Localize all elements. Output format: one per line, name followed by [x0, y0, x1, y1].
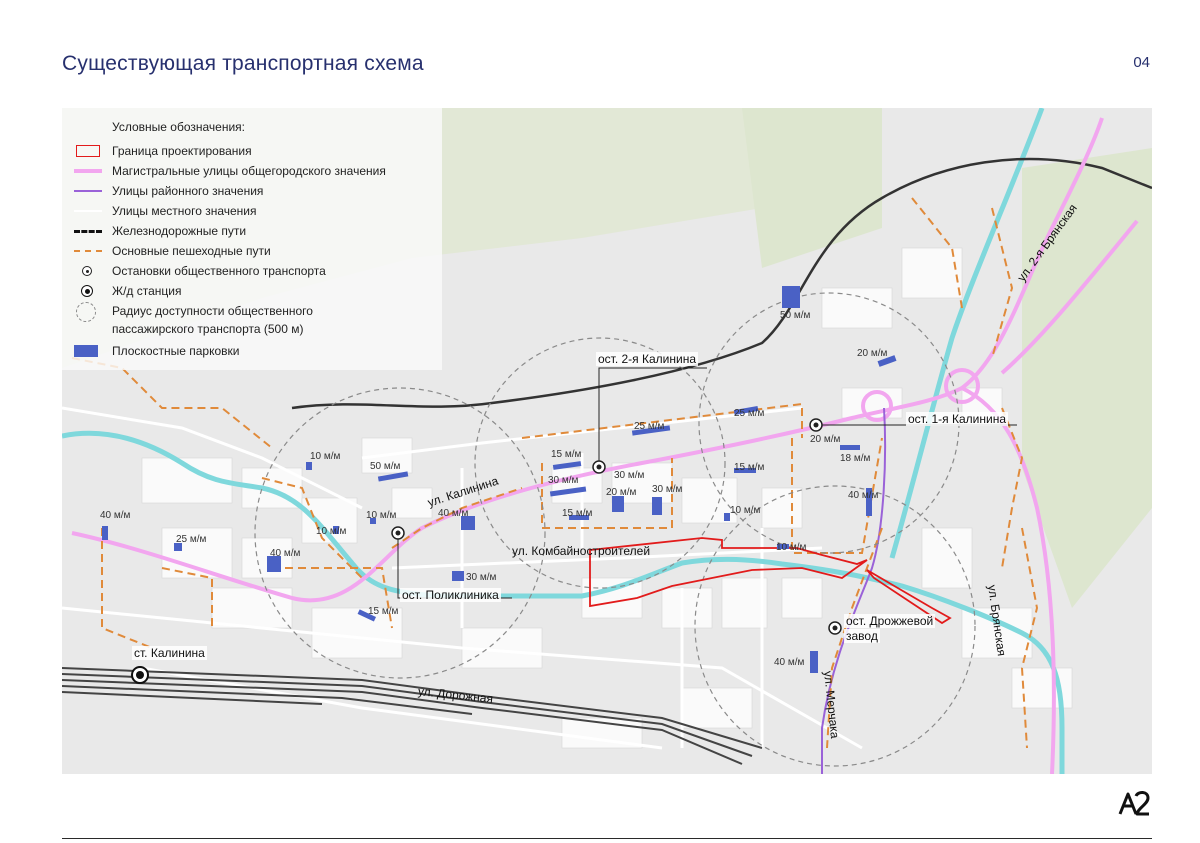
parking-label: 25 м/м — [734, 408, 765, 419]
parking-label: 40 м/м — [100, 510, 131, 521]
parking-icon — [74, 344, 104, 358]
river-branch — [892, 108, 1042, 558]
railway-icon — [74, 224, 104, 238]
legend — [62, 108, 442, 370]
legend-label: Магистральные улицы общегородского значения — [112, 164, 386, 178]
legend-label: Улицы местного значения — [112, 204, 257, 218]
boundary-icon — [74, 144, 104, 158]
parking-label: 20 м/м — [857, 348, 888, 359]
legend-item-boundary — [74, 142, 444, 160]
parking-label: 15 м/м — [551, 449, 582, 460]
parking-label: 50 м/м — [780, 310, 811, 321]
parking-label: 25 м/м — [176, 534, 207, 545]
footer-divider — [62, 838, 1152, 839]
stop-label-1-kalinina: ост. 1-я Калинина — [908, 412, 1007, 426]
legend-label: Радиус доступности общественного — [112, 304, 313, 318]
street-label-bryanskaya: ул. Брянская — [985, 584, 1009, 657]
parking-label: 25 м/м — [634, 421, 665, 432]
stop-label-poliklinika: ост. Поликлиника — [402, 588, 499, 602]
parking-label: 40 м/м — [848, 490, 879, 501]
legend-label: Основные пешеходные пути — [112, 244, 271, 258]
legend-label: Плоскостные парковки — [112, 344, 240, 358]
stop-label-2-kalinina: ост. 2-я Калинина — [598, 352, 697, 366]
parking-label: 10 м/м — [730, 505, 761, 516]
legend-label: Граница проектирования — [112, 144, 252, 158]
legend-item-bus-stop — [74, 262, 444, 280]
parking-label: 18 м/м — [840, 453, 871, 464]
legend-item-district-street — [74, 182, 444, 200]
parking-label: 20 м/м — [606, 487, 637, 498]
bus-stop-icon — [74, 264, 104, 278]
logo-icon — [1118, 788, 1150, 818]
parking-label: 30 м/м — [548, 475, 579, 486]
parking-label: 50 м/м — [370, 461, 401, 472]
station-label-kalinina: ст. Калинина — [134, 646, 205, 660]
parking-label: 20 м/м — [810, 434, 841, 445]
parking-label: 15 м/м — [562, 508, 593, 519]
legend-label: Железнодорожные пути — [112, 224, 247, 238]
legend-item-rail-station — [74, 282, 444, 300]
page-number: 04 — [1133, 54, 1150, 71]
rail-station-icon — [74, 284, 104, 298]
district-street-icon — [74, 184, 104, 198]
parking-label: 10 м/м — [316, 526, 347, 537]
legend-item-radius — [74, 302, 444, 320]
street-label-kombain: ул. Комбайностроителей — [512, 544, 651, 558]
parking-label: 30 м/м — [652, 484, 683, 495]
parking-label: 40 м/м — [438, 508, 469, 519]
street-label-dorozhnaya: ул. Дорожная — [417, 684, 494, 706]
legend-item-radius-continued — [74, 320, 444, 338]
local-street-icon — [74, 204, 104, 218]
main-street-icon — [74, 164, 104, 178]
legend-item-railway — [74, 222, 444, 240]
legend-item-parking — [74, 342, 444, 360]
parking-label: 10 м/м — [310, 451, 341, 462]
green-zone — [742, 108, 882, 268]
parking-label: 40 м/м — [270, 548, 301, 559]
parking-label: 30 м/м — [614, 470, 645, 481]
legend-label: Улицы районного значения — [112, 184, 264, 198]
parking-label: 10 м/м — [366, 510, 397, 521]
legend-item-main-street — [74, 162, 444, 180]
street-label-mercharka: ул. Мерчака — [821, 670, 843, 740]
parking-label: 40 м/м — [774, 657, 805, 668]
stop-label-drozhzhevoy-2: завод — [846, 629, 878, 643]
radius-icon — [74, 304, 104, 318]
parking-label: 15 м/м — [734, 462, 765, 473]
legend-item-pedestrian — [74, 242, 444, 260]
legend-label: Остановки общественного транспорта — [112, 264, 326, 278]
studio-logo — [1118, 788, 1150, 825]
stop-label-drozhzhevoy: ост. Дрожжевой — [846, 614, 934, 628]
legend-title: Условные обозначения: — [112, 120, 245, 134]
rail-station — [132, 667, 148, 683]
street-label-bryanskaya-2: ул. 2-я Брянская — [1014, 201, 1080, 285]
street-label-kalinina: ул. Калинина — [425, 473, 500, 510]
legend-item-local-street — [74, 202, 444, 220]
legend-label: пассажирского транспорта (500 м) — [112, 322, 304, 336]
transport-map[interactable] — [62, 108, 1152, 774]
parking-label: 15 м/м — [368, 606, 399, 617]
parking-label: 10 м/м — [776, 542, 807, 553]
parking-label: 30 м/м — [466, 572, 497, 583]
legend-label: Ж/д станция — [112, 284, 182, 298]
pedestrian-path-icon — [74, 244, 104, 258]
page-title: Существующая транспортная схема — [62, 52, 424, 75]
